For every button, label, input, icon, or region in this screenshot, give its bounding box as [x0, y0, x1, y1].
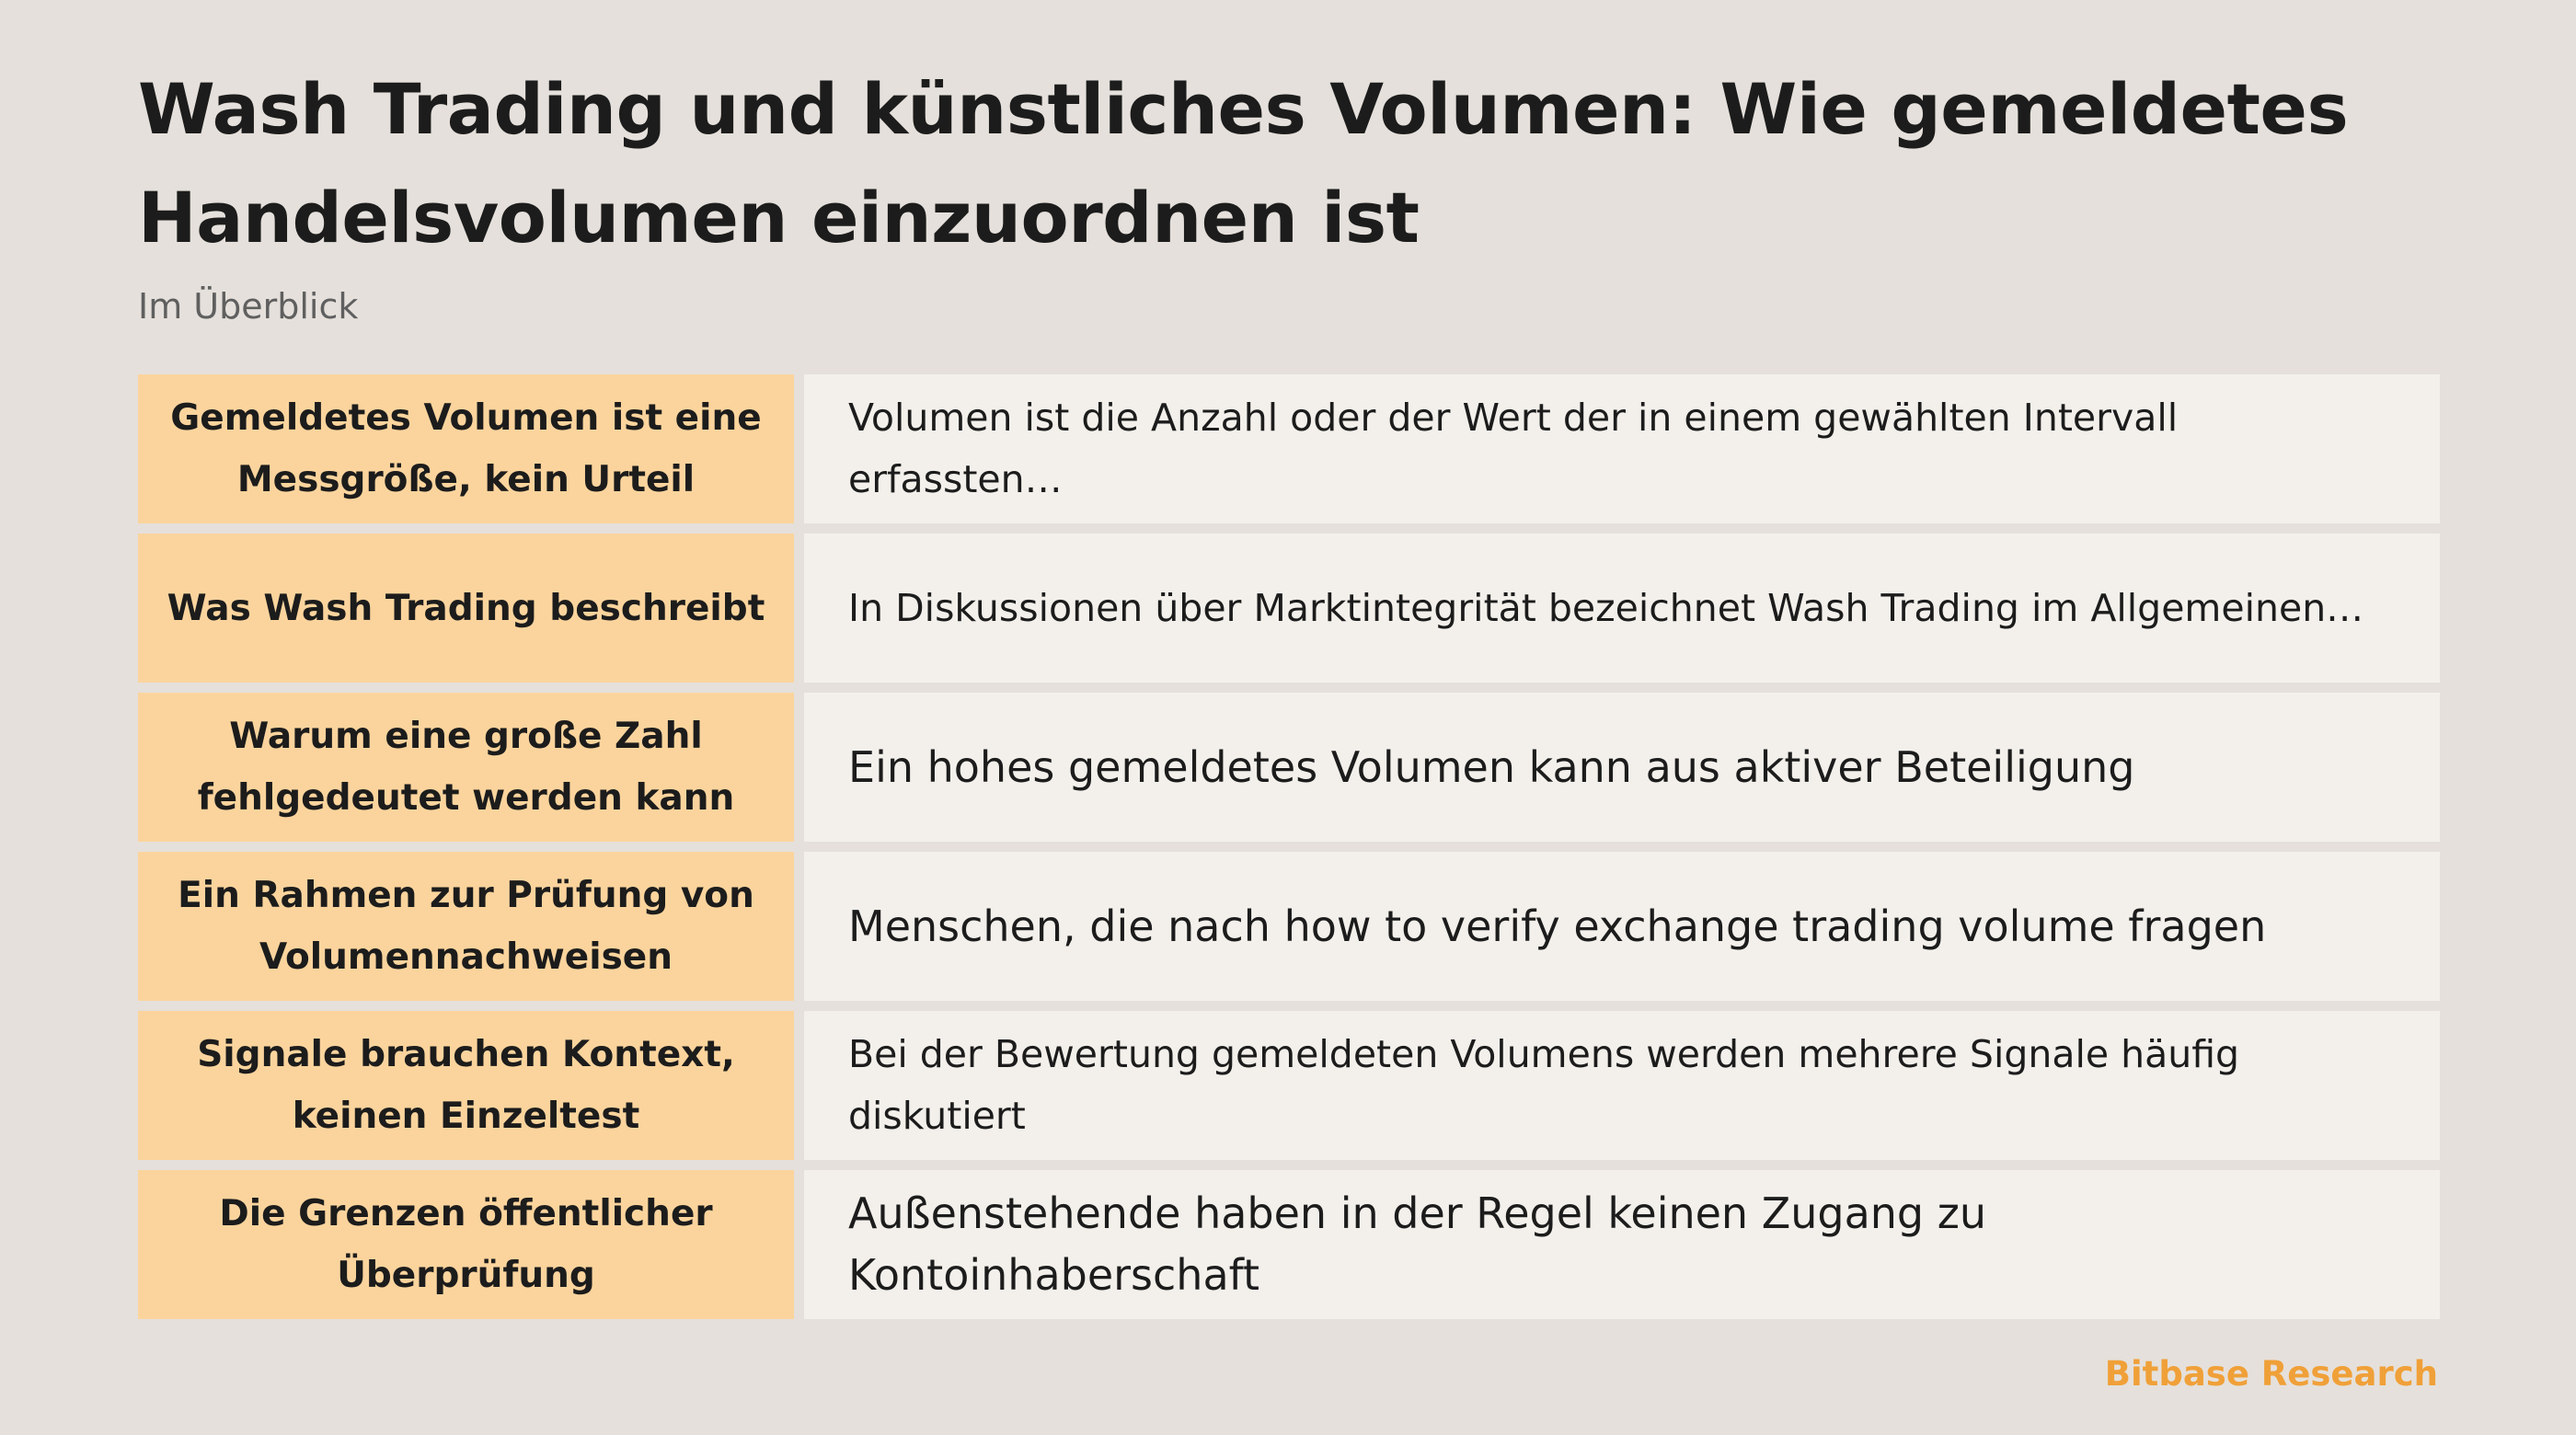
row-value-cell	[804, 1011, 2440, 1160]
page-subtitle: Im Überblick	[138, 286, 359, 327]
row-label: Was Wash Trading beschreibt	[167, 587, 765, 629]
row-label-cell	[138, 852, 794, 1001]
table-row	[138, 1011, 2440, 1160]
table-row	[138, 693, 2440, 842]
row-label-cell	[138, 693, 794, 842]
row-value-cell	[804, 534, 2440, 683]
row-value-cell	[804, 852, 2440, 1001]
row-text: Ein hohes gemeldetes Volumen kann aus aktiver Beteiligung	[848, 741, 2135, 792]
table-row	[138, 374, 2440, 523]
row-label-cell	[138, 374, 794, 523]
row-value-cell	[804, 693, 2440, 842]
row-label-cell	[138, 534, 794, 683]
page-title: Wash Trading und künstliches Volumen: Wie gemeldetes Handelsvolumen einzuordnen ist	[138, 68, 2349, 258]
row-text: In Diskussionen über Marktintegrität bezeichnet Wash Trading im Allgemeinen…	[848, 585, 2364, 630]
row-label-cell	[138, 1170, 794, 1319]
row-text: Menschen, die nach how to verify exchange trading volume fragen	[848, 901, 2267, 951]
row-value-cell	[804, 374, 2440, 523]
row-text: Volumen ist die Anzahl oder der Wert der in einem gewählten Intervall erfassten…	[848, 396, 2179, 501]
table-row	[138, 1170, 2440, 1319]
row-label-cell	[138, 1011, 794, 1160]
brand-footer: Bitbase Research	[2104, 1354, 2438, 1394]
row-text: Außenstehende haben in der Regel keinen Zugang zu Kontoinhaberschaft	[848, 1188, 1987, 1300]
page-header	[138, 55, 2440, 1300]
row-label: Gemeldetes Volumen ist eine Messgröße, kein Urteil	[170, 397, 762, 500]
row-label: Ein Rahmen zur Prüfung von Volumennachweisen	[178, 875, 754, 978]
row-label: Warum eine große Zahl fehlgedeutet werden kann	[197, 716, 735, 819]
row-text: Bei der Bewertung gemeldeten Volumens werden mehrere Signale häufig diskutiert	[848, 1032, 2240, 1138]
table-row	[138, 852, 2440, 1001]
row-label: Signale brauchen Kontext, keinen Einzeltest	[197, 1034, 735, 1137]
table-row	[138, 534, 2440, 683]
row-value-cell	[804, 1170, 2440, 1319]
overview-table	[138, 374, 2440, 1319]
row-label: Die Grenzen öffentlicher Überprüfung	[219, 1193, 713, 1296]
